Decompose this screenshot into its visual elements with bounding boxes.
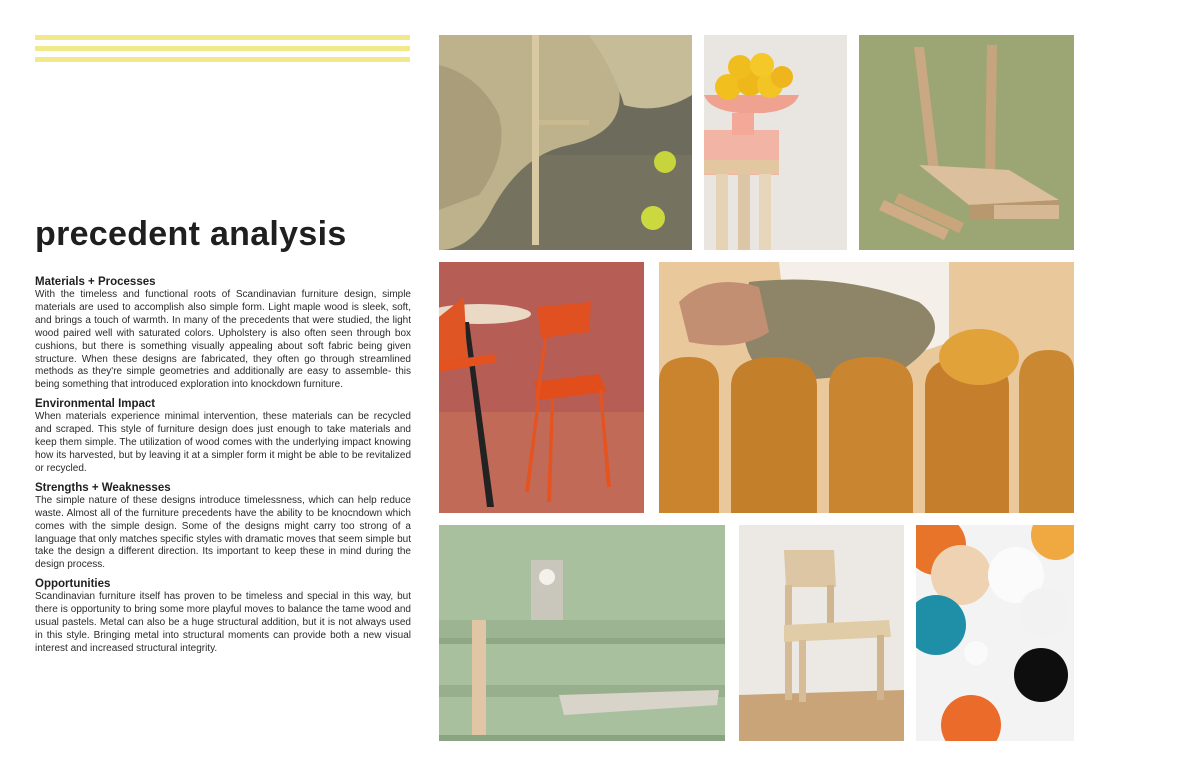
stripe: [35, 57, 410, 62]
stripe: [35, 35, 410, 40]
section-body: Scandinavian furniture itself has proven to be timeless and special in this way, but there is opportunity to bring some more playful moves to balance the tame wood and usual pastels. Metal can also be a huge structural addition, but it is not always used in this style. Bringing metal into structural moments can provide both a new visual interest and increased structural integrity.: [35, 591, 411, 654]
pink-stool-photo: [704, 35, 847, 250]
scalloped-bench-photo: [659, 262, 1074, 513]
text-column: [35, 276, 411, 662]
boucle-chair-photo: [439, 35, 692, 250]
green-shelf-photo: [439, 525, 725, 741]
section-heading: Environmental Impact: [35, 398, 156, 411]
page-title: precedent analysis: [35, 215, 347, 253]
wood-chair-photo: [739, 525, 904, 741]
section-body: With the timeless and functional roots of Scandinavian furniture design, simple materials are used to accomplish also simple form. Light maple wood is sleek, soft, and brings a touch of warmth. In many of the precedents that were studied, the light wood paired well with saturated colors. Upholstery is also often seen through box cushions, but there is something visually appealing about soft fabric being given structure. When these designs are fabricated, they often go through streamlined methods as they're simple geometries and additionally are easy to assemble- this being something that introduced exploration into knockdown furniture.: [35, 289, 411, 391]
section-heading: Materials + Processes: [35, 276, 156, 288]
section-heading: Strengths + Weaknesses: [35, 481, 171, 494]
round-stools-photo: [916, 525, 1074, 741]
section-opportunities: [35, 578, 411, 656]
section-materials-processes: [35, 276, 411, 392]
section-heading: Opportunities: [35, 578, 111, 591]
section-strengths-weaknesses: [35, 482, 411, 572]
section-body: When materials experience minimal intervention, these materials can be recycled and scraped. This style of furniture design does just enough to take materials and keep them simple. The utilization of wood comes with the underlying impact knowing how its harvested, but by leaving it at a simpler form it might be able to be revitalized or recycled.: [35, 411, 411, 474]
orange-chairs-photo: [439, 262, 644, 513]
stripe: [35, 46, 410, 51]
section-environmental-impact: [35, 398, 411, 476]
section-body: The simple nature of these designs introduce timelessness, which can help reduce waste. Almost all of the furniture precedents have the ability to be knocndown which comes with the simple design. Some of the designs might carry too strong of a language that only matches specific styles with dramatic moves that seem simple but take the design a different direction. Its important to keep these in mind during the design process.: [35, 494, 411, 571]
knockdown-stool-photo: [859, 35, 1074, 250]
decorative-stripes: [35, 35, 410, 68]
